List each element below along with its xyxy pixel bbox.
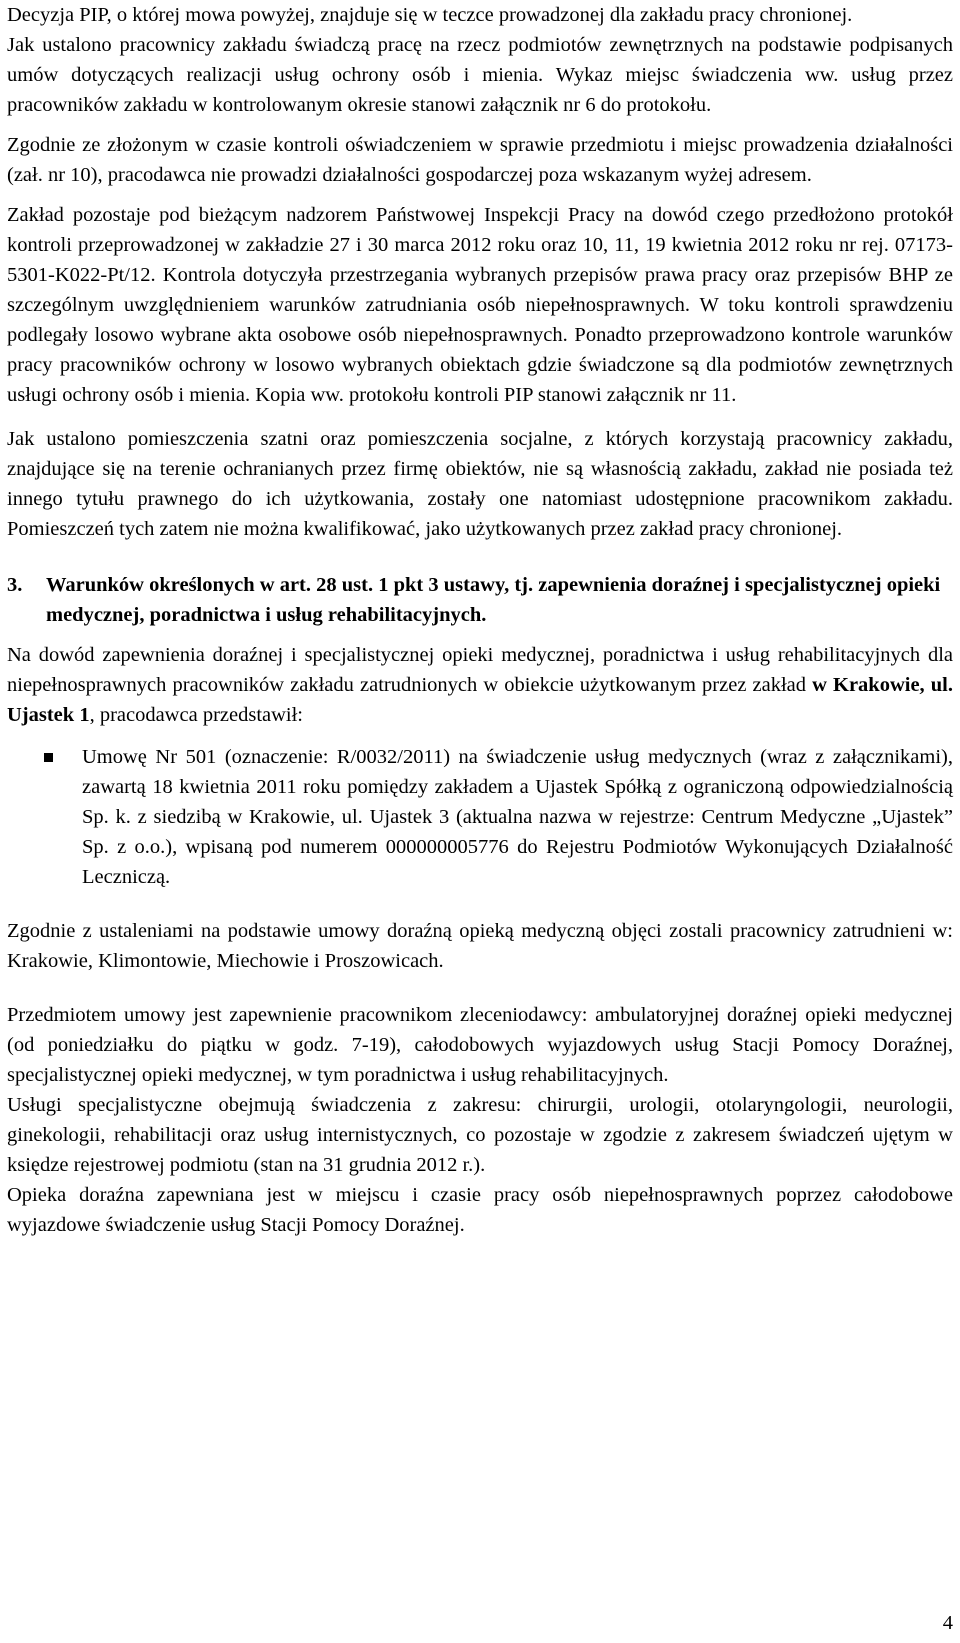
paragraph-coverage: Zgodnie z ustaleniami na podstawie umowy doraźną opieką medyczną objęci zostali pracownicy zatrudnieni w: Krakowie, Klimontowie, Miechowie i Proszowicach. xyxy=(7,920,953,972)
bullet-icon xyxy=(7,742,82,892)
paragraph-external-services: Jak ustalono pracownicy zakładu świadczą pracę na rzecz podmiotów zewnętrznych na podstawie podpisanych umów dotyczących realizacji usług ochrony osób i mienia. Wykaz miejsc świadczenia ww. usług przez pracowników zakładu w kontrolowanym okresie stanowi załącznik nr 6 do protokołu. xyxy=(7,34,953,116)
paragraph-specialist: Usługi specjalistyczne obejmują świadczenia z zakresu: chirurgii, urologii, otolaryngologii, neurologii, ginekologii, rehabilitacji oraz usług internistycznych, co pozostaje w zgodzie z zakresem świadczeń ujętym w księdze rejestrowej podmiotu (stan na 31 grudnia 2012 r.). xyxy=(7,1094,953,1176)
paragraph-emergency-care: Opieka doraźna zapewniana jest w miejscu i czasie pracy osób niepełnosprawnych poprzez całodobowe wyjazdowe świadczenie usług Stacji Pomocy Doraźnej. xyxy=(7,1184,953,1236)
paragraph-pip-supervision: Zakład pozostaje pod bieżącym nadzorem Państwowej Inspekcji Pracy na dowód czego przedłożono protokół kontroli przeprowadzonej w zakładzie 27 i 30 marca 2012 roku oraz 10, 11, 19 kwietnia 2012 roku nr rej. 07173-5301-K022-Pt/12. Kontrola dotyczyła przestrzegania wybranych przepisów prawa pracy oraz przepisów BHP ze szczególnym uwzględnieniem warunków zatrudniania osób niepełnosprawnych. W toku kontroli sprawdzeniu podlegały losowo wybrane akta osobowe osób niepełnosprawnych. Ponadto przeprowadzono kontrole warunków pracy pracowników ochrony w losowo wybranych obiektach gdzie świadczone są dla podmiotów zewnętrznych usługi ochrony osób i mienia. Kopia ww. protokołu kontroli PIP stanowi załącznik nr 11. xyxy=(7,204,953,406)
paragraph-section-intro xyxy=(7,640,953,730)
document-page xyxy=(7,0,953,1240)
section-title: Warunków określonych w art. 28 ust. 1 pkt 3 ustawy, tj. zapewnienia doraźnej i specjalistycznej opieki medycznej, poradnictwa i usług rehabilitacyjnych. xyxy=(46,574,941,626)
intro-text-end: , pracodawca przedstawił: xyxy=(89,704,304,726)
paragraph-rooms: Jak ustalono pomieszczenia szatni oraz pomieszczenia socjalne, z których korzystają pracownicy zakładu, znajdujące się na terenie ochranianych przez firmę obiektów, nie są własnością zakładu, zakład nie posiada też innego tytułu prawnego do ich użytkowania, zostały one natomiast udostępnione pracownikom zakładu. Pomieszczeń tych zatem nie można kwalifikować, jako użytkowanych przez zakład pracy chronionej. xyxy=(7,428,953,540)
intro-bold-number: 1 xyxy=(79,704,90,726)
paragraph-subject: Przedmiotem umowy jest zapewnienie pracownikom zleceniodawcy: ambulatoryjnej doraźnej opieki medycznej (od poniedziałku do piątku w godz. 7-19), całodobowych wyjazdowych usług Stacji Pomocy Doraźnej, specjalistycznej opieki medycznej, w tym poradnictwa i usług rehabilitacyjnych. xyxy=(7,1004,953,1086)
intro-text: Na dowód zapewnienia doraźnej i specjalistycznej opieki medycznej, poradnictwa i usług rehabilitacyjnych dla niepełnosprawnych pracowników zakładu zatrudnionych w obiekcie użytkowanym przez zakład xyxy=(7,644,953,696)
section-heading xyxy=(7,570,953,630)
intro-bold-location: w Krakowie, ul. Ujastek xyxy=(7,674,953,726)
list-item xyxy=(7,742,953,892)
page-number: 4 xyxy=(942,1612,953,1634)
paragraph-declaration: Zgodnie ze złożonym w czasie kontroli oświadczeniem w sprawie przedmiotu i miejsc prowadzenia działalności (zał. nr 10), pracodawca nie prowadzi działalności gospodarczej poza wskazanym wyżej adresem. xyxy=(7,134,953,186)
section-number: 3. xyxy=(7,574,23,596)
bullet-text: Umowę Nr 501 (oznaczenie: R/0032/2011) na świadczenie usług medycznych (wraz z załącznikami), zawartą 18 kwietnia 2011 roku pomiędzy zakładem a Ujastek Spółką z ograniczoną odpowiedzialnością Sp. k. z siedzibą w Krakowie, ul. Ujastek 3 (aktualna nazwa w rejestrze: Centrum Medyczne „Ujastek” Sp. z o.o.), wpisaną pod numerem 000000005776 do Rejestru Podmiotów Wykonujących Działalność Leczniczą. xyxy=(82,746,953,888)
paragraph-pip-decision: Decyzja PIP, o której mowa powyżej, znajduje się w teczce prowadzonej dla zakładu pracy chronionej. xyxy=(7,4,853,26)
